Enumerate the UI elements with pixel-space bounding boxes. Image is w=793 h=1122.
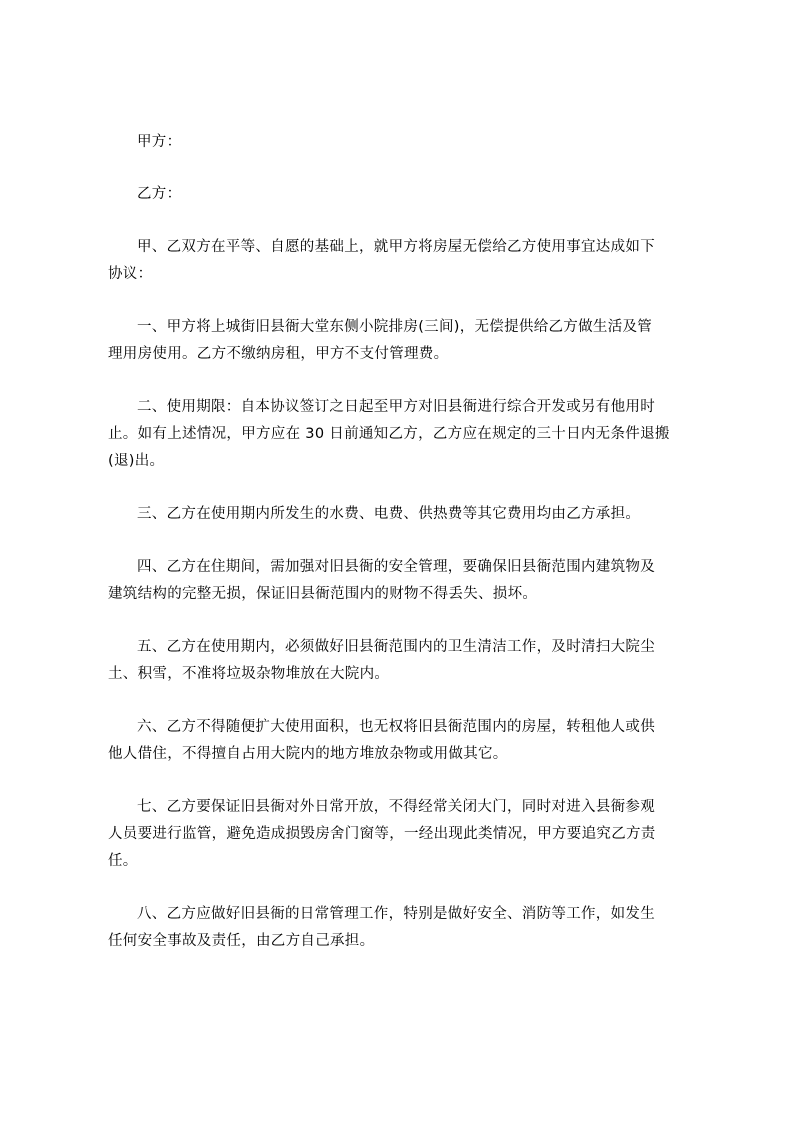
- clause-7-line-3: 任。: [108, 853, 138, 869]
- clause-2-line-2: 止。如有上述情况，甲方应在 30 日前通知乙方，乙方应在规定的三十日内无条件退搬: [108, 426, 670, 442]
- clause-4-line-2: 建筑结构的完整无损，保证旧县衙范围内的财物不得丢失、损坏。: [108, 586, 538, 602]
- clause-7-line-1: 七、乙方要保证旧县衙对外日常开放，不得经常关闭大门，同时对进入县衙参观: [137, 799, 655, 815]
- party-b-label: 乙方：: [137, 186, 182, 202]
- clause-7-line-2: 人员要进行监管，避免造成损毁房舍门窗等，一经出现此类情况，甲方要追究乙方责: [108, 826, 656, 842]
- clause-3-line-1: 三、乙方在使用期内所发生的水费、电费、供热费等其它费用均由乙方承担。: [137, 506, 641, 522]
- intro-line-1: 甲、乙双方在平等、自愿的基础上，就甲方将房屋无偿给乙方使用事宜达成如下: [137, 239, 655, 255]
- clause-5-line-1: 五、乙方在使用期内，必须做好旧县衙范围内的卫生清洁工作，及时清扫大院尘: [137, 639, 655, 655]
- clause-6-line-1: 六、乙方不得随便扩大使用面积，也无权将旧县衙范围内的房屋，转租他人或供: [137, 719, 655, 735]
- clause-1-line-2: 理用房使用。乙方不缴纳房租，甲方不支付管理费。: [108, 346, 449, 362]
- clause-8-line-2: 任何安全事故及责任，由乙方自己承担。: [108, 933, 375, 949]
- clause-8-line-1: 八、乙方应做好旧县衙的日常管理工作，特别是做好安全、消防等工作，如发生: [137, 906, 655, 922]
- clause-1-line-1: 一、甲方将上城街旧县衙大堂东侧小院排房(三间)，无偿提供给乙方做生活及管: [137, 319, 653, 335]
- intro-line-2: 协议：: [108, 266, 153, 282]
- party-a-label: 甲方：: [137, 134, 182, 150]
- clause-2-line-1: 二、使用期限：自本协议签订之日起至甲方对旧县衙进行综合开发或另有他用时: [137, 399, 655, 415]
- clause-6-line-2: 他人借住，不得擅自占用大院内的地方堆放杂物或用做其它。: [108, 746, 508, 762]
- clause-2-line-3: (退)出。: [108, 453, 165, 469]
- clause-5-line-2: 土、积雪，不准将垃圾杂物堆放在大院内。: [108, 666, 390, 682]
- clause-4-line-1: 四、乙方在住期间，需加强对旧县衙的安全管理，要确保旧县衙范围内建筑物及: [137, 559, 655, 575]
